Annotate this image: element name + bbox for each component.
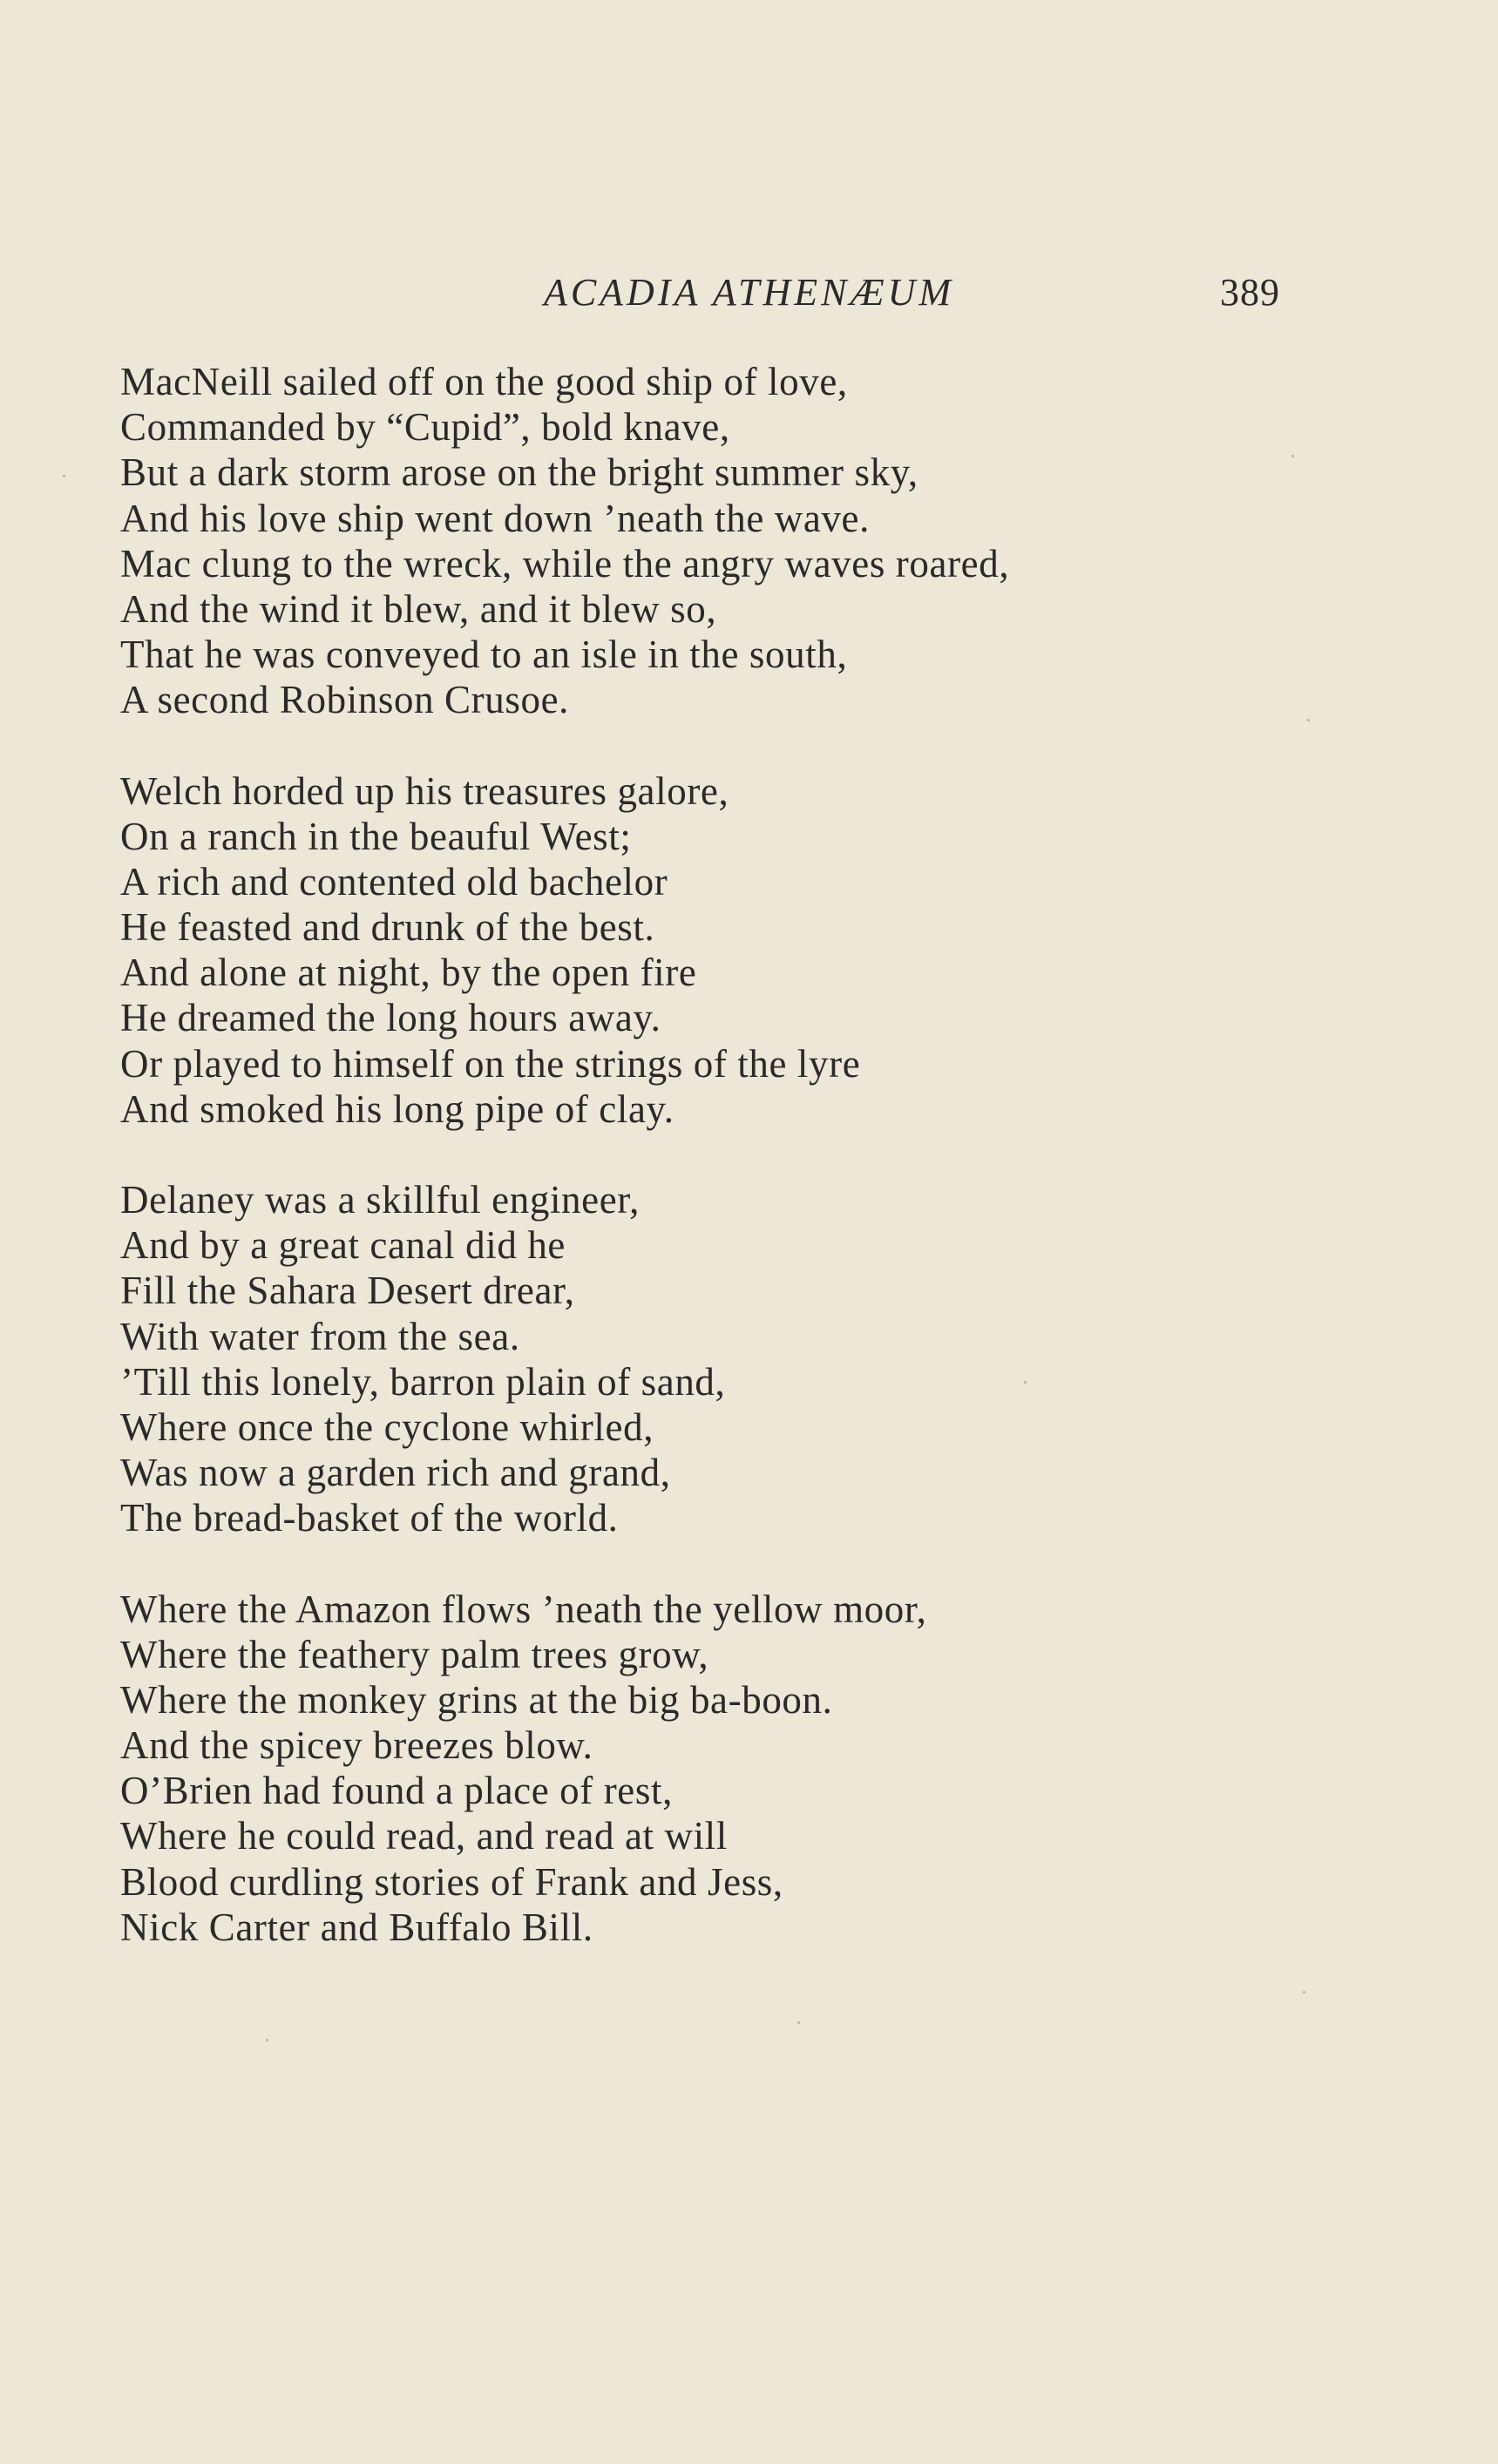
stanza-macneill	[120, 359, 1384, 723]
poem-line: ’Till this lonely, barron plain of sand,	[120, 1359, 726, 1404]
stanza-obrien	[120, 1587, 1384, 1951]
poem-line: Where he could read, and read at will	[120, 1814, 728, 1858]
poem-line: And his love ship went down ’neath the wave.	[120, 496, 870, 540]
poem-line: Welch horded up his treasures galore,	[120, 768, 729, 813]
poem-line: Where the Amazon flows ’neath the yellow moor,	[120, 1587, 927, 1631]
poem-line: A rich and contented old bachelor	[120, 859, 668, 904]
poem-line: He dreamed the long hours away.	[120, 996, 661, 1040]
poem-line: Commanded by “Cupid”, bold knave,	[120, 405, 730, 450]
journal-title: ACADIA ATHENÆUM	[543, 271, 955, 314]
poem-line: And alone at night, by the open fire	[120, 951, 697, 995]
poem-line: Mac clung to the wreck, while the angry waves roared,	[120, 541, 1010, 586]
poem-line: Where once the cyclone whirled,	[120, 1405, 654, 1449]
poem-line: The bread-basket of the world.	[120, 1496, 619, 1540]
paper-speck	[63, 475, 65, 477]
paper-speck	[1307, 719, 1310, 721]
paper-speck	[266, 2039, 268, 2041]
poem-line: MacNeill sailed off on the good ship of love,	[120, 360, 848, 403]
poem-line: But a dark storm arose on the bright summer sky,	[120, 450, 918, 495]
running-head	[0, 268, 1498, 317]
poem-line: With water from the sea.	[120, 1314, 520, 1358]
paper-speck	[1024, 1381, 1027, 1384]
poem	[120, 359, 1384, 1995]
poem-line: Nick Carter and Buffalo Bill.	[120, 1905, 593, 1949]
page-number: 389	[1220, 271, 1280, 314]
stanza-welch	[120, 768, 1384, 1133]
poem-line: O’Brien had found a place of rest,	[120, 1769, 673, 1813]
poem-line: Fill the Sahara Desert drear,	[120, 1269, 575, 1313]
poem-line: That he was conveyed to an isle in the south,	[120, 633, 848, 677]
poem-line: Where the feathery palm trees grow,	[120, 1632, 709, 1676]
poem-line: Blood curdling stories of Frank and Jess,	[120, 1859, 783, 1904]
paper-speck	[1303, 1991, 1305, 1994]
poem-line: Or played to himself on the strings of the lyre	[120, 1041, 861, 1086]
poem-line: And the spicey breezes blow.	[120, 1723, 593, 1768]
poem-line: On a ranch in the beauful West;	[120, 814, 632, 858]
poem-line: He feasted and drunk of the best.	[120, 905, 655, 950]
poem-line: Delaney was a skillful engineer,	[120, 1178, 640, 1222]
stanza-delaney	[120, 1177, 1384, 1541]
paper-speck	[1291, 455, 1294, 457]
poem-line: And by a great canal did he	[120, 1223, 566, 1268]
poem-line: And the wind it blew, and it blew so,	[120, 586, 717, 631]
paper-speck	[797, 2021, 800, 2024]
poem-line: A second Robinson Crusoe.	[120, 678, 569, 722]
poem-line: And smoked his long pipe of clay.	[120, 1086, 674, 1131]
poem-line: Where the monkey grins at the big ba-boon.	[120, 1677, 833, 1722]
poem-line: Was now a garden rich and grand,	[120, 1451, 671, 1495]
